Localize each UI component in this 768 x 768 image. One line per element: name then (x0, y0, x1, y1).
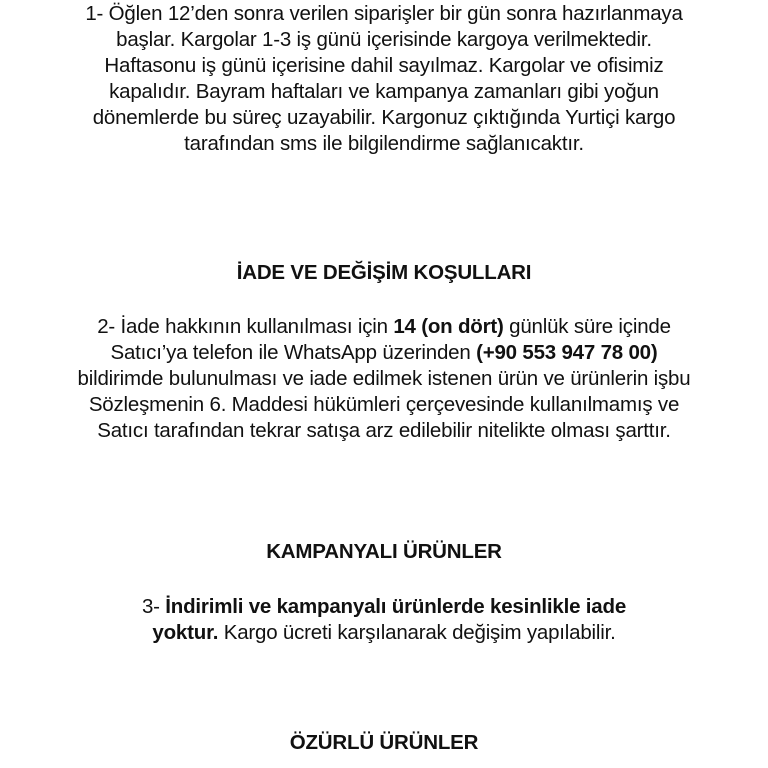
text-line (0, 314, 768, 340)
text-line: başlar. Kargolar 1-3 iş günü içerisinde kargoya verilmektedir. (116, 28, 652, 51)
text-segment: Kargo ücreti karşılanarak değişim yapılabilir. (218, 621, 616, 644)
text-segment: 2- İade hakkının kullanılması için (97, 315, 394, 338)
text-line (0, 620, 768, 646)
text-line (0, 594, 768, 620)
text-line (0, 340, 768, 366)
text-line: kapalıdır. Bayram haftaları ve kampanya zamanları gibi yoğun (109, 80, 659, 103)
defective-products-heading: ÖZÜRLÜ ÜRÜNLER (289, 731, 479, 754)
return-exchange-heading: İADE VE DEĞİŞİM KOŞULLARI (236, 261, 532, 284)
text-line: Satıcı tarafından tekrar satışa arz edilebilir nitelikte olması şarttır. (97, 419, 671, 442)
text-line: bildirimde bulunulması ve iade edilmek istenen ürün ve ürünlerin işbu (77, 367, 691, 390)
return-conditions-paragraph (0, 314, 768, 444)
text-line: Haftasonu iş günü içerisine dahil sayılmaz. Kargolar ve ofisimiz (104, 54, 664, 77)
no-return-emphasis: İndirimli ve kampanyalı ürünlerde kesinlikle iade (165, 595, 627, 618)
text-line: 1- Öğlen 12’den sonra verilen siparişler bir gün sonra hazırlanmaya (85, 2, 683, 25)
text-segment: Satıcı’ya telefon ile WhatsApp üzerinden (110, 341, 477, 364)
text-line: Sözleşmenin 6. Maddesi hükümleri çerçevesinde kullanılmamış ve (88, 393, 680, 416)
text-line: tarafından sms ile bilgilendirme sağlanıcaktır. (184, 132, 584, 155)
shipping-info-paragraph (0, 1, 768, 157)
text-line: dönemlerde bu süreç uzayabilir. Kargonuz çıktığında Yurtiçi kargo (92, 106, 676, 129)
text-segment: günlük süre içinde (503, 315, 671, 338)
text-segment: 3- (141, 595, 166, 618)
return-period-emphasis: 14 (on dört) (393, 315, 504, 338)
no-return-emphasis: yoktur. (152, 621, 219, 644)
campaign-products-paragraph (0, 594, 768, 646)
whatsapp-phone-number: (+90 553 947 78 00) (476, 341, 658, 364)
campaign-products-heading: KAMPANYALI ÜRÜNLER (266, 540, 502, 563)
